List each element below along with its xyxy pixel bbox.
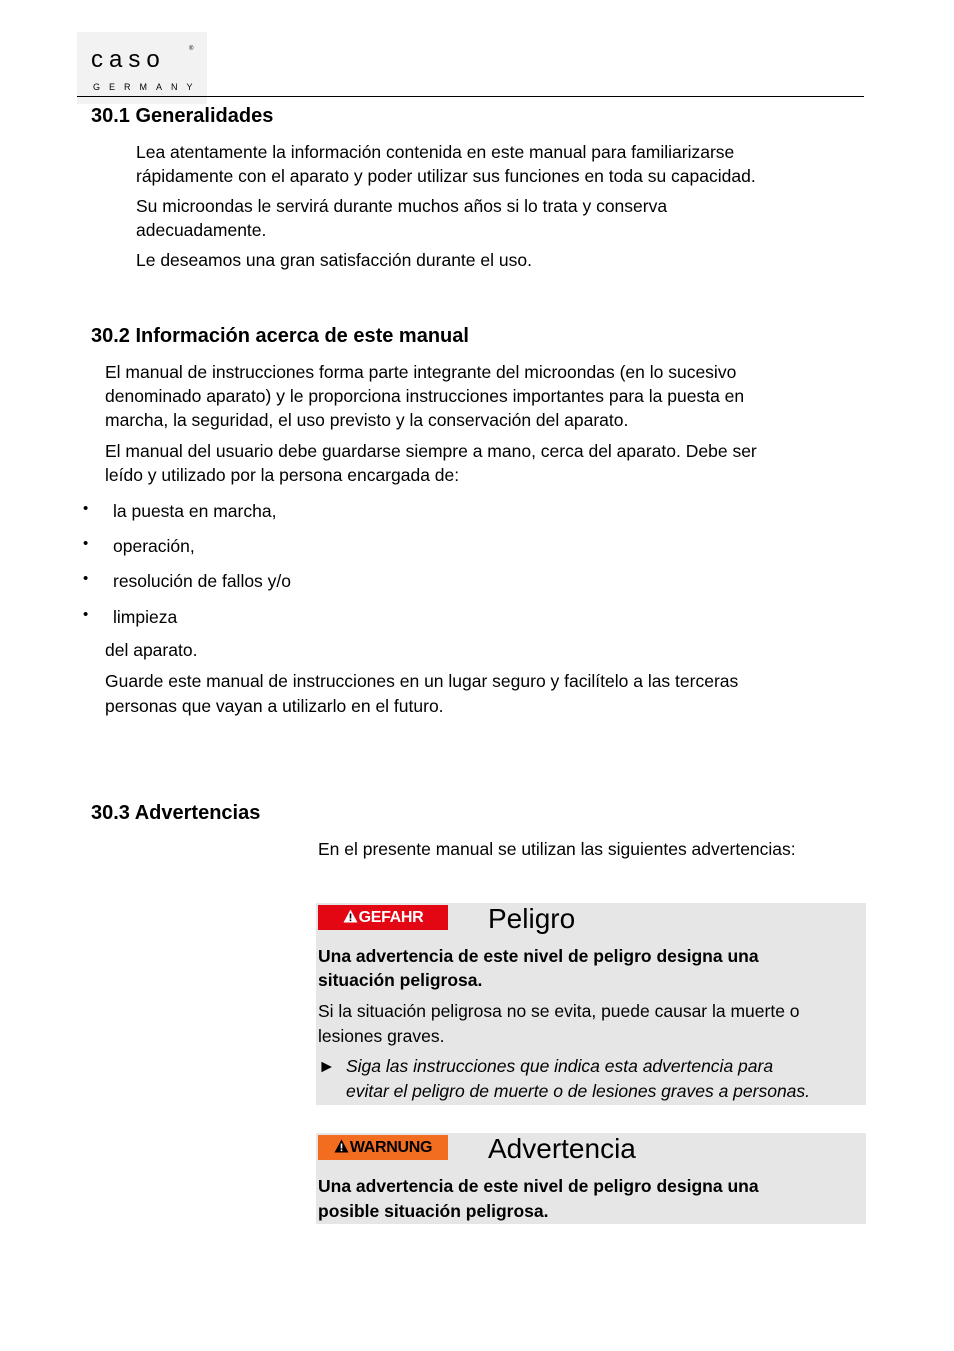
- paragraph-line: Le deseamos una gran satisfacción durante el uso.: [136, 250, 532, 270]
- paragraph-line: del aparato.: [105, 640, 198, 660]
- logo-registered-mark: ®: [189, 46, 194, 52]
- warning-title: Advertencia: [488, 1133, 636, 1164]
- warning-triangle-icon: [334, 1136, 349, 1161]
- gefahr-badge: [318, 905, 448, 930]
- arrow-icon: ►: [318, 1056, 336, 1076]
- danger-title: Peligro: [488, 903, 576, 934]
- header-rule: [77, 96, 864, 97]
- bullet-icon: •: [83, 570, 89, 587]
- paragraph-line: leído y utilizado por la persona encargada de:: [105, 465, 460, 485]
- brand-logo: [77, 32, 207, 104]
- warnung-badge-label: WARNUNG: [349, 1139, 433, 1156]
- list-item: limpieza: [113, 607, 178, 627]
- danger-bold-line: situación peligrosa.: [318, 970, 483, 990]
- danger-notice-box: [316, 903, 866, 1105]
- paragraph-line: El manual del usuario debe guardarse siempre a mano, cerca del aparato. Debe ser: [105, 441, 757, 461]
- danger-instruction-line: Siga las instrucciones que indica esta advertencia para: [346, 1056, 774, 1076]
- logo-subtitle: GERMANY: [93, 82, 202, 92]
- list-item: operación,: [113, 536, 195, 556]
- list-item: resolución de fallos y/o: [113, 571, 292, 591]
- warning-bold-line: posible situación peligrosa.: [318, 1201, 549, 1221]
- paragraph-line: adecuadamente.: [136, 220, 267, 240]
- paragraph-line: Lea atentamente la información contenida en este manual para familiarizarse: [136, 142, 735, 162]
- danger-bold-line: Una advertencia de este nivel de peligro designa una: [318, 946, 759, 966]
- paragraph-line: En el presente manual se utilizan las siguientes advertencias:: [318, 839, 796, 859]
- section-heading-informacion: 30.2 Información acerca de este manual: [91, 325, 469, 347]
- paragraph-line: personas que vayan a utilizarlo en el futuro.: [105, 696, 444, 716]
- danger-text-line: lesiones graves.: [318, 1026, 445, 1046]
- warnung-badge: [318, 1135, 448, 1160]
- bullet-icon: •: [83, 500, 89, 517]
- logo-wordmark: caso: [91, 46, 166, 73]
- warning-notice-box: [316, 1133, 866, 1224]
- paragraph-line: denominado aparato) y le proporciona instrucciones importantes para la puesta en: [105, 386, 745, 406]
- warning-triangle-icon: [343, 906, 358, 931]
- paragraph-line: marcha, la seguridad, el uso previsto y la conservación del aparato.: [105, 410, 629, 430]
- section-heading-generalidades: 30.1 Generalidades: [91, 105, 274, 127]
- danger-text-line: Si la situación peligrosa no se evita, puede causar la muerte o: [318, 1001, 800, 1021]
- paragraph-line: rápidamente con el aparato y poder utilizar sus funciones en toda su capacidad.: [136, 166, 756, 186]
- danger-instruction-line: evitar el peligro de muerte o de lesiones graves a personas.: [346, 1081, 811, 1101]
- paragraph-line: Su microondas le servirá durante muchos años si lo trata y conserva: [136, 196, 668, 216]
- bullet-icon: •: [83, 606, 89, 623]
- gefahr-badge-label: GEFAHR: [358, 909, 424, 926]
- bullet-icon: •: [83, 535, 89, 552]
- paragraph-line: El manual de instrucciones forma parte integrante del microondas (en lo sucesivo: [105, 362, 737, 382]
- paragraph-line: Guarde este manual de instrucciones en un lugar seguro y facilítelo a las terceras: [105, 671, 739, 691]
- section-heading-advertencias: 30.3 Advertencias: [91, 802, 261, 824]
- warning-bold-line: Una advertencia de este nivel de peligro designa una: [318, 1176, 759, 1196]
- list-item: la puesta en marcha,: [113, 501, 277, 521]
